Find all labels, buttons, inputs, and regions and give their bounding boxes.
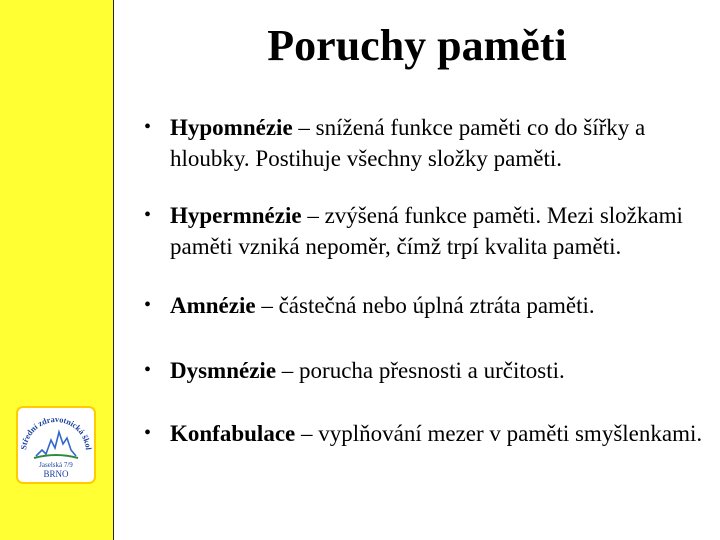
definition-amnezie: – částečná nebo úplná ztráta paměti. <box>255 293 595 318</box>
school-logo-graphic <box>16 406 96 484</box>
bullet-icon: • <box>144 422 152 444</box>
bullet-icon: • <box>144 116 152 138</box>
term-hypomnezie: Hypomnézie <box>170 115 293 140</box>
definition-konfabulace: – vyplňování mezer v paměti smyšlenkami. <box>295 421 703 446</box>
bullet-list <box>140 112 710 449</box>
bullet-icon: • <box>144 359 152 381</box>
list-item <box>140 200 710 262</box>
term-konfabulace: Konfabulace <box>170 421 296 446</box>
bullet-icon: • <box>144 204 152 226</box>
term-amnezie: Amnézie <box>170 293 256 318</box>
list-item <box>140 355 710 386</box>
term-dysmnezie: Dysmnézie <box>170 358 277 383</box>
school-logo <box>16 406 96 484</box>
list-item <box>140 418 710 449</box>
slide-title: Poruchy paměti <box>267 21 567 70</box>
term-hypermnezie: Hypermnézie <box>170 203 302 228</box>
definition-dysmnezie: – porucha přesnosti a určitosti. <box>276 358 565 383</box>
definition-hypomnezie: – snížená funkce paměti co do šířky a hloubky. Postihuje všechny složky paměti. <box>170 115 646 171</box>
list-item <box>140 290 710 321</box>
bullet-icon: • <box>144 294 152 316</box>
logo-city: BRNO <box>43 469 69 479</box>
logo-address: Jaselská 7/9 <box>39 461 73 469</box>
logo-arc-text: Střední zdravotnická škol <box>19 414 93 451</box>
list-item <box>140 112 710 174</box>
definition-hypermnezie: – zvýšená funkce paměti. Mezi složkami paměti vzniká nepoměr, čímž trpí kvalita paměti. <box>170 203 683 259</box>
